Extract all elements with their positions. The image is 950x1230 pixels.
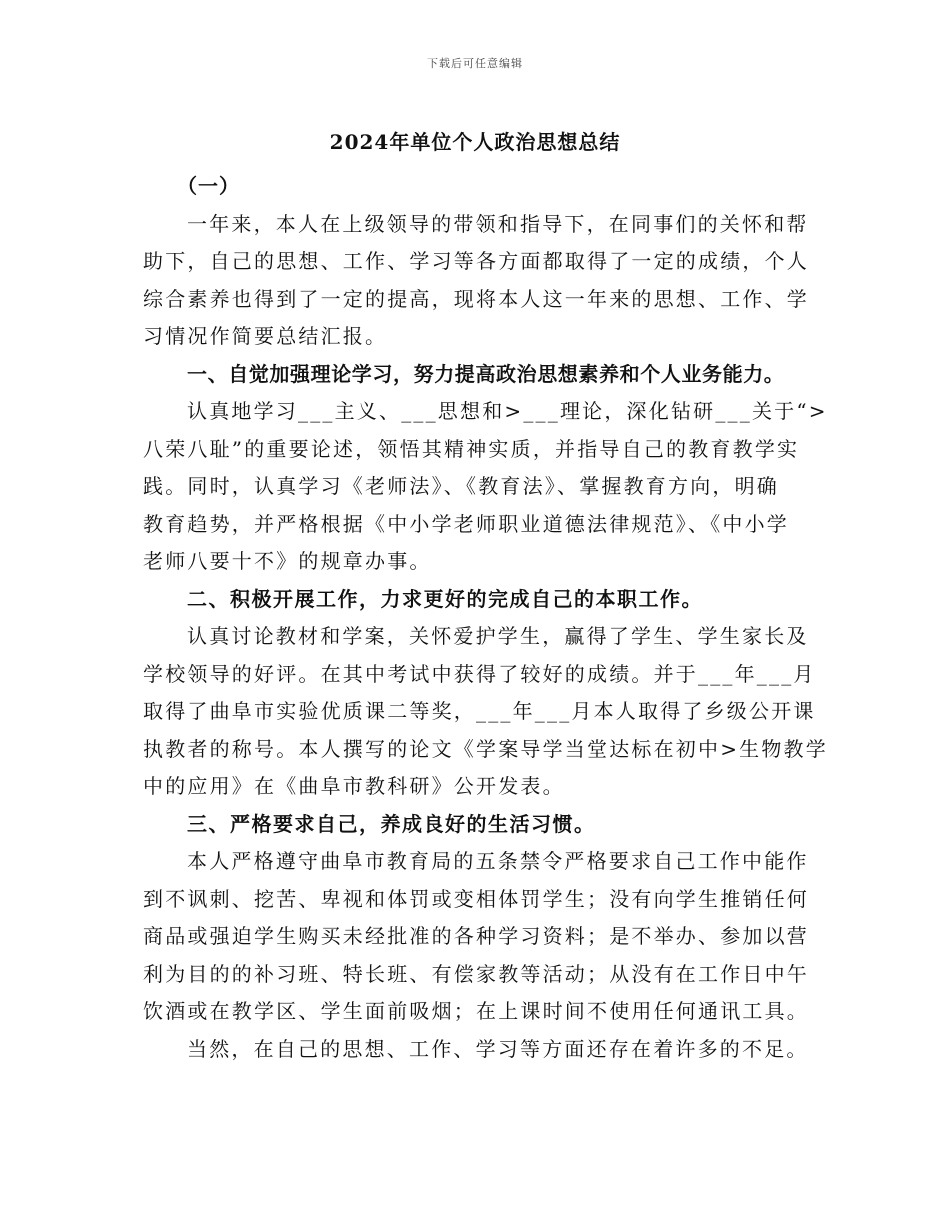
paragraph-first-line: 认真讨论教材和学案，关怀爱护学生，赢得了学生、学生家长及 [187,624,809,648]
paragraph-line: 取得了曲阜市实验优质课二等奖，___年___月本人取得了乡级公开课 [143,699,816,723]
paragraph-line: 商品或强迫学生购买未经批准的各种学习资料；是不举办、参加以营 [143,924,809,948]
paragraph-line: 执教者的称号。本人撰写的论文《学案导学当堂达标在初中>生物教学 [143,736,828,761]
paragraph-line: 老师八要十不》的规章办事。 [143,549,432,573]
paragraph-line: 饮酒或在教学区、学生面前吸烟；在上课时间不使用任何通讯工具。 [143,999,809,1023]
paragraph-line: 践。同时，认真学习《老师法》、《教育法》、掌握教育方向，明确 [143,474,779,498]
document-title: 2024年单位个人政治思想总结 [329,130,621,154]
paragraph-line: 利为目的的补习班、特长班、有偿家教等活动；从没有在工作日中午 [143,961,809,986]
section-heading: 三、严格要求自己，养成良好的生活习惯。 [187,811,596,836]
paragraph-line: 到不讽刺、挖苦、卑视和体罚或变相体罚学生；没有向学生推销任何 [143,886,809,911]
section-heading: 一、自觉加强理论学习，努力提高政治思想素养和个人业务能力。 [187,361,785,386]
section-subhead: （一） [177,174,240,198]
paragraph-lines [143,206,828,1069]
document-body [143,168,828,1068]
paragraph-line: 综合素养也得到了一定的提高，现将本人这一年来的思想、工作、学 [143,286,809,311]
section-heading: 二、积极开展工作，力求更好的完成自己的本职工作。 [187,586,703,611]
paragraph-first-line: 本人严格遵守曲阜市教育局的五条禁令严格要求自己工作中能作 [187,849,809,873]
paragraph-line: 助下，自己的思想、工作、学习等各方面都取得了一定的成绩，个人 [143,249,809,273]
paragraph-line: 教育趋势，并严格根据《中小学老师职业道德法律规范》、《中小学 [143,511,789,536]
paragraph-line: 中的应用》在《曲阜市教科研》公开发表。 [143,774,565,798]
paragraph-line: 习情况作简要总结汇报。 [143,324,388,348]
header-note: 下载后可任意编辑 [427,57,523,70]
paragraph-line: 八荣八耻”的重要论述，领悟其精神实质，并指导自己的教育教学实 [143,436,800,461]
paragraph-first-line: 认真地学习___主义、___思想和>___理论，深化钻研___关于“> [187,399,828,423]
paragraph-line: 学校领导的好评。在其中考试中获得了较好的成绩。并于___年___月 [143,661,816,686]
paragraph-first-line: 一年来，本人在上级领导的带领和指导下，在同事们的关怀和帮 [187,211,809,236]
paragraph-first-line: 当然，在自己的思想、工作、学习等方面还存在着许多的不足。 [187,1036,809,1061]
